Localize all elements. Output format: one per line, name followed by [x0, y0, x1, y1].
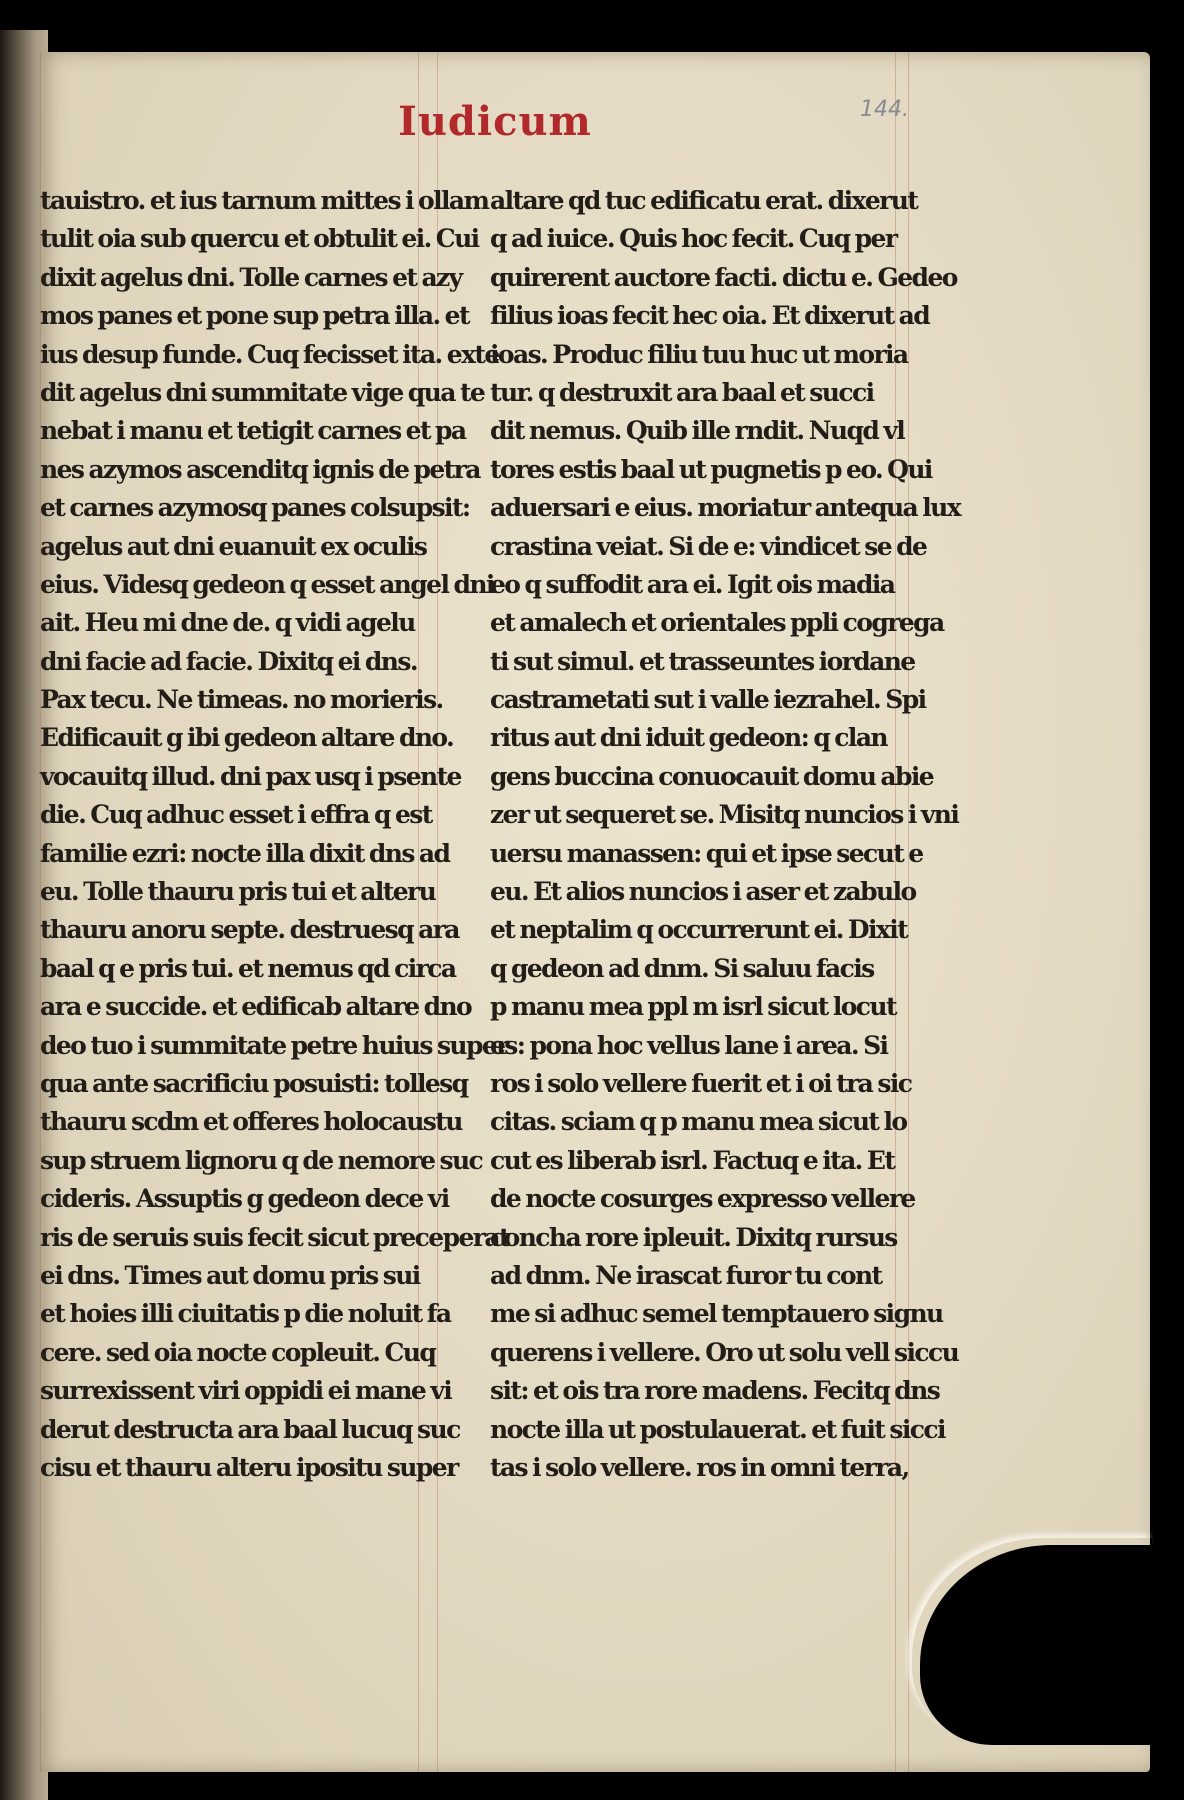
manuscript-line: qua ante sacrificiu posuisti: tollesq: [40, 1068, 468, 1098]
manuscript-line: ait. Heu mi dne de. q vidi agelu: [40, 608, 415, 638]
manuscript-line: deo tuo i summitate petre huius super: [40, 1030, 508, 1060]
manuscript-line: sup struem lignoru q de nemore suc: [40, 1145, 483, 1175]
manuscript-line: vocauitq illud. dni pax usq i psente: [40, 761, 461, 791]
manuscript-line: eu. Tolle thauru pris tui et alteru: [40, 877, 436, 907]
manuscript-line: eius. Videsq gedeon q esset angel dni: [40, 569, 494, 599]
manuscript-line: mos panes et pone sup petra illa. et: [40, 301, 469, 331]
manuscript-line: tur. q destruxit ara baal et succi: [490, 377, 874, 407]
manuscript-line: cut es liberab isrl. Factuq e ita. Et: [490, 1145, 895, 1175]
manuscript-line: et amalech et orientales ppli cogrega: [490, 608, 944, 638]
manuscript-line: cideris. Assuptis g gedeon dece vi: [40, 1184, 449, 1214]
manuscript-line: altare qd tuc edificatu erat. dixerut: [490, 186, 918, 215]
manuscript-line: eu. Et alios nuncios i aser et zabulo: [490, 877, 916, 907]
manuscript-line: querens i vellere. Oro ut solu vell siccu: [490, 1337, 959, 1367]
manuscript-line: ritus aut dni iduit gedeon: q clan: [490, 723, 887, 753]
manuscript-line: ius desup funde. Cuq fecisset ita. exte: [40, 339, 499, 369]
manuscript-line: dit nemus. Quib ille rndit. Nuqd vl: [490, 416, 905, 446]
manuscript-line: filius ioas fecit hec oia. Et dixerut ad: [490, 301, 930, 331]
manuscript-line: ros i solo vellere fuerit et i oi tra sic: [490, 1068, 912, 1098]
folio-number: 144.: [860, 97, 909, 122]
manuscript-line: nes azymos ascenditq ignis de petra: [40, 454, 480, 484]
running-title: Iudicum: [398, 98, 592, 145]
manuscript-line: agelus aut dni euanuit ex oculis: [40, 531, 427, 561]
manuscript-line: surrexissent viri oppidi ei mane vi: [40, 1376, 452, 1406]
manuscript-line: ioas. Produc filiu tuu huc ut moria: [490, 339, 908, 369]
manuscript-line: tulit oia sub quercu et obtulit ei. Cui: [40, 224, 479, 254]
manuscript-line: tas i solo vellere. ros in omni terra,: [490, 1452, 909, 1482]
manuscript-line: dit agelus dni summitate vige qua te: [40, 377, 485, 407]
manuscript-line: Pax tecu. Ne timeas. no morieris.: [40, 685, 443, 715]
manuscript-line: Edificauit g ibi gedeon altare dno.: [40, 723, 454, 753]
manuscript-line: q gedeon ad dnm. Si saluu facis: [490, 953, 874, 983]
manuscript-line: ad dnm. Ne irascat furor tu cont: [490, 1260, 882, 1290]
manuscript-line: dixit agelus dni. Tolle carnes et azy: [40, 262, 462, 292]
manuscript-line: me si adhuc semel temptauero signu: [490, 1299, 943, 1329]
manuscript-line: gens buccina conuocauit domu abie: [490, 761, 934, 791]
manuscript-line: dni facie ad facie. Dixitq ei dns.: [40, 646, 417, 676]
manuscript-line: concha rore ipleuit. Dixitq rursus: [490, 1222, 897, 1252]
manuscript-line: uersu manassen: qui et ipse secut e: [490, 838, 923, 868]
manuscript-line: et hoies illi ciuitatis p die noluit fa: [40, 1299, 451, 1329]
manuscript-line: zer ut sequeret se. Misitq nuncios i vni: [490, 800, 959, 830]
manuscript-line: es: pona hoc vellus lane i area. Si: [490, 1030, 888, 1060]
manuscript-line: aduersari e eius. moriatur antequa lux: [490, 493, 961, 523]
manuscript-line: thauru scdm et offeres holocaustu: [40, 1107, 462, 1137]
manuscript-line: ara e succide. et edificab altare dno: [40, 992, 472, 1022]
manuscript-line: q ad iuice. Quis hoc fecit. Cuq per: [490, 224, 897, 254]
manuscript-line: ei dns. Times aut domu pris sui: [40, 1260, 420, 1290]
manuscript-line: p manu mea ppl m isrl sicut locut: [490, 992, 896, 1022]
text-column-left: [40, 182, 509, 1487]
manuscript-line: eo q suffodit ara ei. Igit ois madia: [490, 569, 895, 599]
manuscript-line: nebat i manu et tetigit carnes et pa: [40, 416, 466, 446]
manuscript-line: thauru anoru septe. destruesq ara: [40, 915, 459, 945]
manuscript-line: familie ezri: nocte illa dixit dns ad: [40, 838, 450, 868]
manuscript-line: tauistro. et ius tarnum mittes i ollam: [40, 186, 489, 215]
manuscript-line: derut destructa ara baal lucuq suc: [40, 1414, 460, 1444]
manuscript-line: tores estis baal ut pugnetis p eo. Qui: [490, 454, 932, 484]
manuscript-line: de nocte cosurges expresso vellere: [490, 1184, 915, 1214]
manuscript-line: et neptalim q occurrerunt ei. Dixit: [490, 915, 908, 945]
manuscript-folio: [40, 52, 1150, 1772]
manuscript-line: nocte illa ut postulauerat. et fuit sicci: [490, 1414, 945, 1444]
manuscript-line: crastina veiat. Si de e: vindicet se de: [490, 531, 927, 561]
manuscript-line: sit: et ois tra rore madens. Fecitq dns: [490, 1376, 940, 1406]
manuscript-line: cere. sed oia nocte copleuit. Cuq: [40, 1337, 436, 1367]
manuscript-line: castrametati sut i valle iezrahel. Spi: [490, 685, 926, 715]
manuscript-line: ris de seruis suis fecit sicut preceperat: [40, 1222, 509, 1252]
manuscript-line: baal q e pris tui. et nemus qd circa: [40, 953, 456, 983]
manuscript-line: cisu et thauru alteru ipositu super: [40, 1452, 458, 1482]
manuscript-line: ti sut simul. et trasseuntes iordane: [490, 646, 915, 676]
text-column-right: [490, 182, 961, 1487]
manuscript-line: quirerent auctore facti. dictu e. Gedeo: [490, 262, 957, 292]
manuscript-line: et carnes azymosq panes colsupsit:: [40, 493, 470, 523]
manuscript-line: citas. sciam q p manu mea sicut lo: [490, 1107, 907, 1137]
manuscript-line: die. Cuq adhuc esset i effra q est: [40, 800, 432, 830]
